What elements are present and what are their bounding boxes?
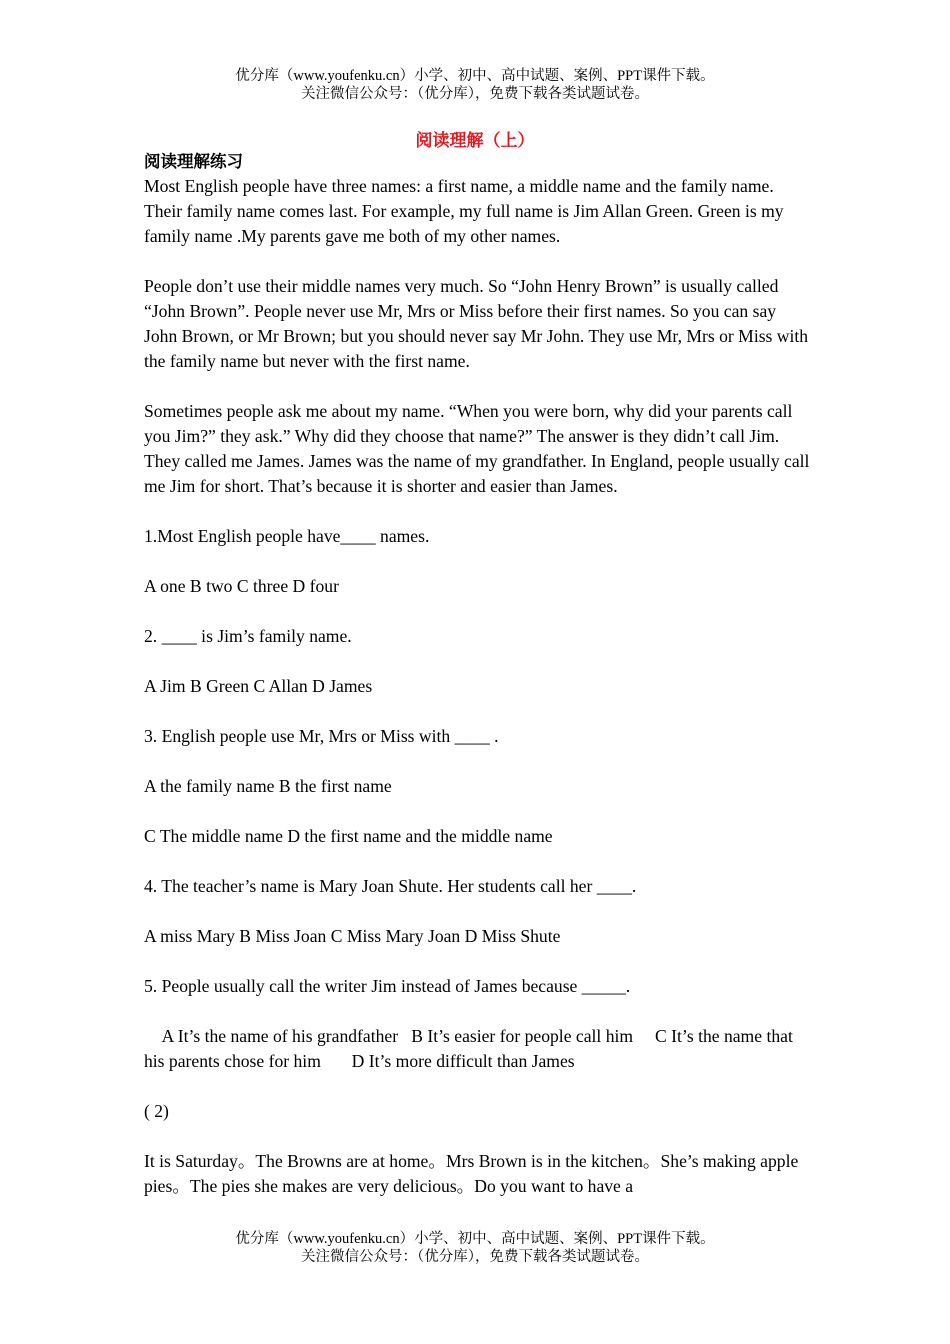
part-2-label: ( 2) bbox=[144, 1101, 169, 1121]
question-1: 1.Most English people have____ names. bbox=[144, 526, 430, 546]
question-3-options-a: A the family name B the first name bbox=[144, 776, 392, 796]
page-footer bbox=[0, 1230, 950, 1266]
question-2-options: A Jim B Green C Allan D James bbox=[144, 676, 373, 696]
page-header bbox=[0, 67, 950, 103]
passage-paragraph-3: Sometimes people ask me about my name. “When you were born, why did your parents call you Jim?” they ask.” Why did they choose that name?” The answer is they didn’t call Jim. They called me James. James was the name of my grandfather. In England, people usually call me Jim for short. That’s because it is shorter and easier than James. bbox=[144, 401, 810, 496]
header-line-1: 优分库（www.youfenku.cn）小学、初中、高中试题、案例、PPT课件下载。 bbox=[235, 68, 715, 84]
question-2: 2. ____ is Jim’s family name. bbox=[144, 626, 352, 646]
header-line-2: 关注微信公众号：（优分库），免费下载各类试题试卷。 bbox=[301, 86, 649, 102]
document-body bbox=[144, 149, 812, 1199]
question-1-options: A one B two C three D four bbox=[144, 576, 339, 596]
section-heading: 阅读理解练习 bbox=[144, 152, 243, 171]
question-4-options: A miss Mary B Miss Joan C Miss Mary Joan D Miss Shute bbox=[144, 926, 561, 946]
question-3-options-b: C The middle name D the first name and the middle name bbox=[144, 826, 553, 846]
passage-paragraph-1: Most English people have three names: a first name, a middle name and the family name. Their family name comes last. For example, my full name is Jim Allan Green. Green is my family name .My parents gave me both of my other names. bbox=[144, 176, 784, 246]
question-4: 4. The teacher’s name is Mary Joan Shute. Her students call her ____. bbox=[144, 876, 637, 896]
passage-paragraph-2: People don’t use their middle names very much. So “John Henry Brown” is usually called “John Brown”. People never use Mr, Mrs or Miss before their first names. So you can say John Brown, or Mr Brown; but you should never say Mr John. They use Mr, Mrs or Miss with the family name but never with the first name. bbox=[144, 276, 809, 371]
footer-line-2: 关注微信公众号：（优分库），免费下载各类试题试卷。 bbox=[301, 1249, 649, 1265]
page-title: 阅读理解（上） bbox=[415, 131, 535, 151]
question-5: 5. People usually call the writer Jim instead of James because _____. bbox=[144, 976, 631, 996]
question-5-options: A It’s the name of his grandfather B It’s easier for people call him C It’s the name that his parents chose for him D It’s more difficult than James bbox=[144, 1026, 798, 1071]
footer-line-1: 优分库（www.youfenku.cn）小学、初中、高中试题、案例、PPT课件下载。 bbox=[235, 1231, 715, 1247]
part-2-text: It is Saturday。The Browns are at home。Mrs Brown is in the kitchen。She’s making apple pies。The pies she makes are very delicious。Do you want to have a bbox=[144, 1151, 799, 1196]
question-3: 3. English people use Mr, Mrs or Miss with ____ . bbox=[144, 726, 499, 746]
